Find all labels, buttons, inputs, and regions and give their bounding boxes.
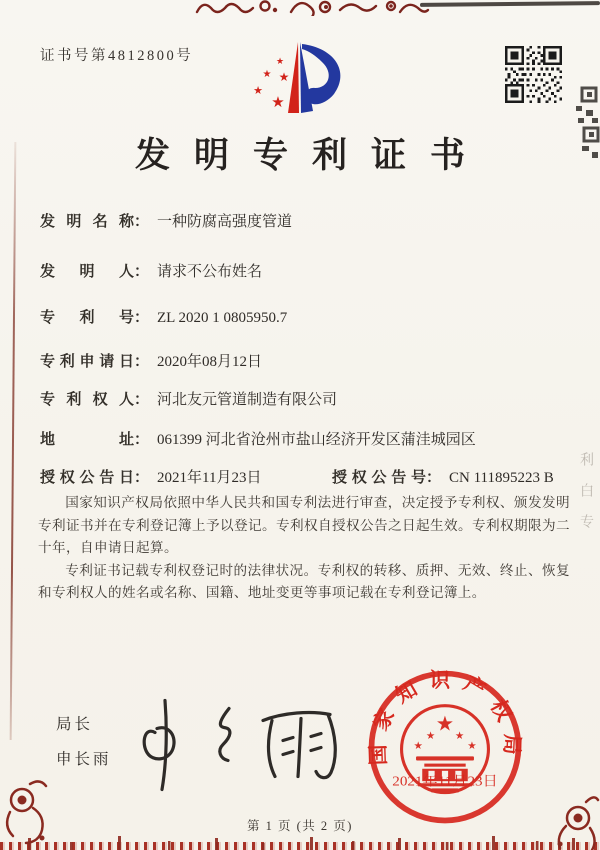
colon: ： [134,214,150,230]
corner-ornament-bottom-left [0,772,52,846]
svg-text:★: ★ [253,85,263,97]
field-value: ZL 2020 1 0805950.7 [157,310,288,326]
field-grant-number [332,466,554,487]
seal-date-text: 2021年11月23日 [392,773,486,789]
colon: ： [134,310,150,326]
field-inventor [40,260,262,281]
seal-agency-text: 国家知识产权局 [367,669,523,767]
colon: ： [134,392,150,408]
svg-text:★: ★ [467,741,477,753]
field-value: 请求不公布姓名 [157,264,263,280]
field-label: 授权公告号 [332,470,426,486]
field-value: 一种防腐高强度管道 [157,214,293,230]
field-value: 2020年08月12日 [157,354,263,370]
field-label: 专利权人 [40,392,134,408]
field-invention-name [40,210,292,231]
official-seal [362,656,528,836]
field-label: 发明名称 [40,214,134,230]
top-edge-line [420,1,600,7]
field-label: 授权公告日 [40,470,134,486]
svg-text:★: ★ [262,69,272,80]
field-filing-date [40,350,262,371]
legal-paragraph-2: 专利证书记载专利权登记时的法律状况。专利权的转移、质押、无效、终止、恢复和专利权人的姓名或名称、国籍、地址变更等事项记载在专利登记簿上。 [38,562,570,601]
field-value: CN 111895223 B [449,470,554,486]
signer-title: 局长 [56,716,94,733]
corner-ornament-bottom-right [550,786,600,850]
field-patentee [40,388,337,409]
field-grant-date [40,466,554,487]
colon: ： [426,470,442,486]
colon: ： [134,264,150,280]
field-value: 2021年11月23日 [157,470,262,486]
svg-text:★: ★ [454,730,465,742]
left-edge-line [10,142,17,740]
qr-code [505,46,562,103]
field-label: 专利号 [40,310,134,326]
field-label: 地址 [40,432,134,448]
colon: ： [134,470,150,486]
field-value: 河北友元管道制造有限公司 [157,392,338,408]
field-label: 发明人 [40,264,134,280]
svg-text:★: ★ [278,70,290,84]
field-address [40,428,476,449]
field-label: 专利申请日 [40,354,134,370]
field-patent-number [40,306,287,327]
field-value: 061399 河北省沧州市盐山经济开发区蒲洼城园区 [157,432,476,448]
legal-paragraph-1: 国家知识产权局依照中华人民共和国专利法进行审查，决定授予专利权、颁发发明专利证书并在专利登记簿上予以登记。专利权自授权公告之日起生效。专利权期限为二十年，自申请日起算。 [38,495,570,556]
top-border-ornament [195,0,430,16]
bottom-border-spikes [0,832,600,850]
logo-stars [253,56,289,111]
colon: ： [134,432,150,448]
showthrough-text: 利白专 [578,452,593,545]
certificate-number: 证书号第4812800号 [40,48,194,64]
svg-text:★: ★ [275,56,285,66]
page-title: 发明专利证书 [134,136,489,175]
signature-icon [125,690,345,795]
signer-block [56,712,112,769]
colon: ： [134,354,150,370]
page-number: 第 1 页 (共 2 页) [247,819,353,833]
svg-text:★: ★ [271,95,285,111]
svg-text:★: ★ [413,741,423,753]
signer-name: 申长雨 [56,751,112,768]
cnipa-logo-icon [240,36,360,124]
legal-text [38,492,570,605]
svg-text:★: ★ [425,730,436,742]
svg-text:★: ★ [435,713,455,736]
